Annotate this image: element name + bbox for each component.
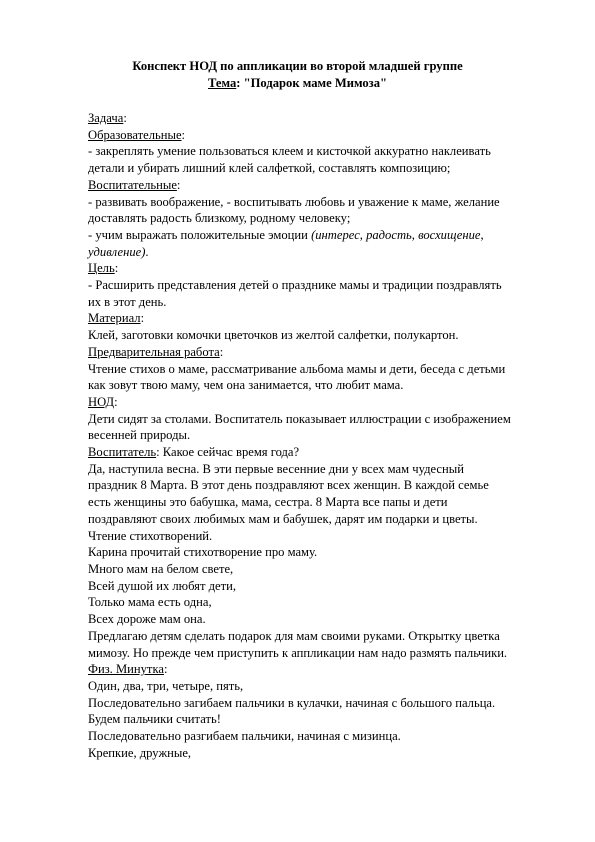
text-line (88, 177, 558, 194)
line-text: мимозу. Но прежде чем приступить к аппликации нам надо размять пальчики. (88, 645, 508, 660)
text-line (88, 294, 558, 311)
text-line (88, 277, 558, 294)
line-text: детали и убирать лишний клей салфеткой, составлять композицию; (88, 161, 451, 176)
section-heading: НОД (88, 394, 115, 409)
text-line (88, 528, 558, 545)
text-line (88, 210, 558, 227)
text-line (88, 394, 558, 411)
line-text: Крепкие, дружные, (88, 745, 192, 760)
topic-line (0, 75, 595, 92)
text-line (88, 611, 558, 628)
text-line (88, 244, 558, 261)
text-line (88, 327, 558, 344)
text-line (88, 194, 558, 211)
text-line (88, 511, 558, 528)
text-line (88, 728, 558, 745)
section-heading: Воспитательные (88, 177, 177, 192)
line-text: : (219, 344, 224, 359)
line-text: - закреплять умение пользоваться клеем и кисточкой аккуратно наклеивать (88, 144, 491, 159)
text-line (88, 477, 558, 494)
line-text: Дети сидят за столами. Воспитатель показывает иллюстрации с изображением (88, 411, 511, 426)
italic-text: (интерес, радость, восхищение, (311, 227, 484, 242)
text-line (88, 561, 558, 578)
text-line (88, 544, 558, 561)
document-title: Конспект НОД по аппликации во второй младшей группе (132, 59, 463, 73)
line-text: доставлять радость близкому, родному человеку; (88, 211, 351, 226)
line-text: Карина прочитай стихотворение про маму. (88, 545, 318, 560)
text-line (88, 411, 558, 428)
text-line (88, 661, 558, 678)
line-text: Много мам на белом свете, (88, 561, 234, 576)
text-line (88, 260, 558, 277)
line-text: Всех дороже мам она. (88, 612, 206, 627)
text-line (88, 645, 558, 662)
line-text: Чтение стихотворений. (88, 528, 213, 543)
line-text: - Расширить представления детей о празднике мамы и традиции поздравлять (88, 278, 502, 293)
topic-label: Тема (207, 75, 237, 90)
text-line (88, 444, 558, 461)
line-text: : (140, 311, 145, 326)
text-line (88, 695, 558, 712)
line-text: Последовательно разгибаем пальчики, начиная с мизинца. (88, 729, 401, 744)
text-line (88, 594, 558, 611)
line-text: есть женщины это бабушка, мама, сестра. 8 Марта все папы и дети (88, 495, 448, 510)
line-text: Будем пальчики считать! (88, 712, 221, 727)
line-text: Чтение стихов о маме, рассматривание альбома мамы и дети, беседа с детьми (88, 361, 506, 376)
topic-text: : "Подарок маме Мимоза" (236, 75, 388, 90)
text-line (88, 427, 558, 444)
section-heading: Образовательные (88, 127, 182, 142)
text-line (88, 227, 558, 244)
text-line (88, 745, 558, 762)
text-line (88, 377, 558, 394)
section-heading: Цель (88, 261, 115, 276)
text-line (88, 678, 558, 695)
line-text: Предлагаю детям сделать подарок для мам своими руками. Открытку цветка (88, 628, 500, 643)
line-text: : (123, 111, 127, 125)
section-heading: Физ. Минутка (88, 662, 164, 677)
line-text: весенней природы. (88, 428, 191, 443)
line-text: . (145, 244, 149, 259)
text-line (88, 160, 558, 177)
document-body (88, 110, 558, 761)
text-line (88, 628, 558, 645)
italic-text: удивление) (88, 244, 146, 259)
line-text: : (163, 662, 168, 677)
line-text: - развивать воображение, - воспитывать любовь и уважение к маме, желание (88, 194, 500, 209)
line-text: как зовут твою маму, чем она занимается, что любит мама. (88, 378, 404, 393)
line-text: Всей душой их любят дети, (88, 578, 237, 593)
line-text: Один, два, три, четыре, пять, (88, 678, 244, 693)
title-block (0, 58, 595, 91)
line-text: : Какое сейчас время года? (156, 445, 300, 460)
line-text: : (114, 261, 119, 276)
text-line (88, 578, 558, 595)
text-line (88, 361, 558, 378)
line-text: Только мама есть одна, (88, 595, 212, 610)
text-line (88, 310, 558, 327)
line-text: Последовательно загибаем пальчики в кулачки, начиная с большого пальца. (88, 695, 496, 710)
text-line (88, 461, 558, 478)
line-text: их в этот день. (88, 294, 167, 309)
text-line (88, 110, 558, 127)
text-line (88, 494, 558, 511)
section-heading: Задача (88, 111, 124, 125)
text-line (88, 711, 558, 728)
line-text: - учим выражать положительные эмоции (88, 227, 312, 242)
line-text: поздравляют своих любимых мам и бабушек, дарят им подарки и цветы. (88, 511, 478, 526)
text-line (88, 143, 558, 160)
line-text: : (181, 127, 186, 142)
line-text: Клей, заготовки комочки цветочков из желтой салфетки, полукартон. (88, 328, 459, 343)
line-text: Да, наступила весна. В эти первые весенние дни у всех мам чудесный (88, 461, 464, 476)
line-text: : (176, 177, 181, 192)
line-text: праздник 8 Марта. В этот день поздравляют всех женщин. В каждой семье (88, 478, 489, 493)
text-line (88, 127, 558, 144)
section-heading: Предварительная работа (88, 344, 220, 359)
section-heading: Воспитатель (88, 445, 157, 460)
line-text: : (114, 394, 118, 409)
text-line (88, 344, 558, 361)
section-heading: Материал (88, 311, 141, 326)
